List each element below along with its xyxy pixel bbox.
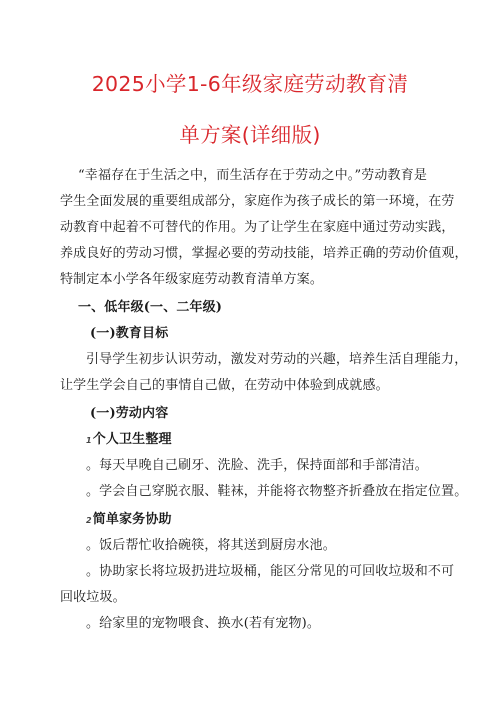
goal-line-2: 让学生学会自己的事情自己做，在劳动中体验到成就感。 bbox=[60, 378, 389, 393]
item1-bullet-2: 。学会自己穿脱衣服、鞋袜，并能将衣物整齐折叠放在指定位置。 bbox=[86, 484, 468, 499]
content-heading: (一)劳动内容 bbox=[90, 406, 169, 421]
document-title-line1: 2025小学1-6年级家庭劳动教育清 bbox=[91, 72, 409, 96]
intro-line-5: 特制定本小学各年级家庭劳动教育清单方案。 bbox=[60, 272, 324, 287]
item1-number: 1 bbox=[86, 436, 92, 445]
intro-line-1: “幸福存在于生活之中，而生活存在于劳动之中。”劳动教育是 bbox=[78, 168, 427, 183]
goal-heading: (一)教育目标 bbox=[90, 326, 169, 341]
document-title-line2: 单方案(详细版) bbox=[179, 123, 321, 147]
item2-bullet-2: 。协助家长将垃圾扔进垃圾桶，能区分常见的可回收垃圾和不可 bbox=[86, 564, 455, 579]
intro-line-2: 学生全面发展的重要组成部分，家庭作为孩子成长的第一环境，在劳 bbox=[60, 194, 455, 209]
section-heading: 一、低年级(一、二年级) bbox=[78, 300, 223, 315]
item1-label: 个人卫生整理 bbox=[92, 432, 172, 447]
item2-label: 简单家务协助 bbox=[92, 512, 172, 527]
item2-heading bbox=[86, 508, 486, 527]
item2-bullet-3: 。给家里的宠物喂食、换水(若有宠物)。 bbox=[86, 616, 320, 631]
item1-heading bbox=[86, 428, 486, 447]
item2-number: 2 bbox=[86, 516, 92, 525]
item2-bullet-2-cont: 回收垃圾。 bbox=[60, 590, 126, 605]
intro-line-4: 养成良好的劳动习惯，掌握必要的劳动技能，培养正确的劳动价值观， bbox=[60, 246, 468, 261]
item1-bullet-1: 。每天早晚自己刷牙、洗脸、洗手，保持面部和手部清洁。 bbox=[86, 458, 428, 473]
intro-line-3: 动教育中起着不可替代的作用。为了让学生在家庭中通过劳动实践， bbox=[60, 220, 455, 235]
item2-bullet-1: 。饭后帮忙收拾碗筷，将其送到厨房水池。 bbox=[86, 538, 336, 553]
goal-line-1: 引导学生初步认识劳动，激发对劳动的兴趣，培养生活自理能力， bbox=[86, 352, 468, 367]
